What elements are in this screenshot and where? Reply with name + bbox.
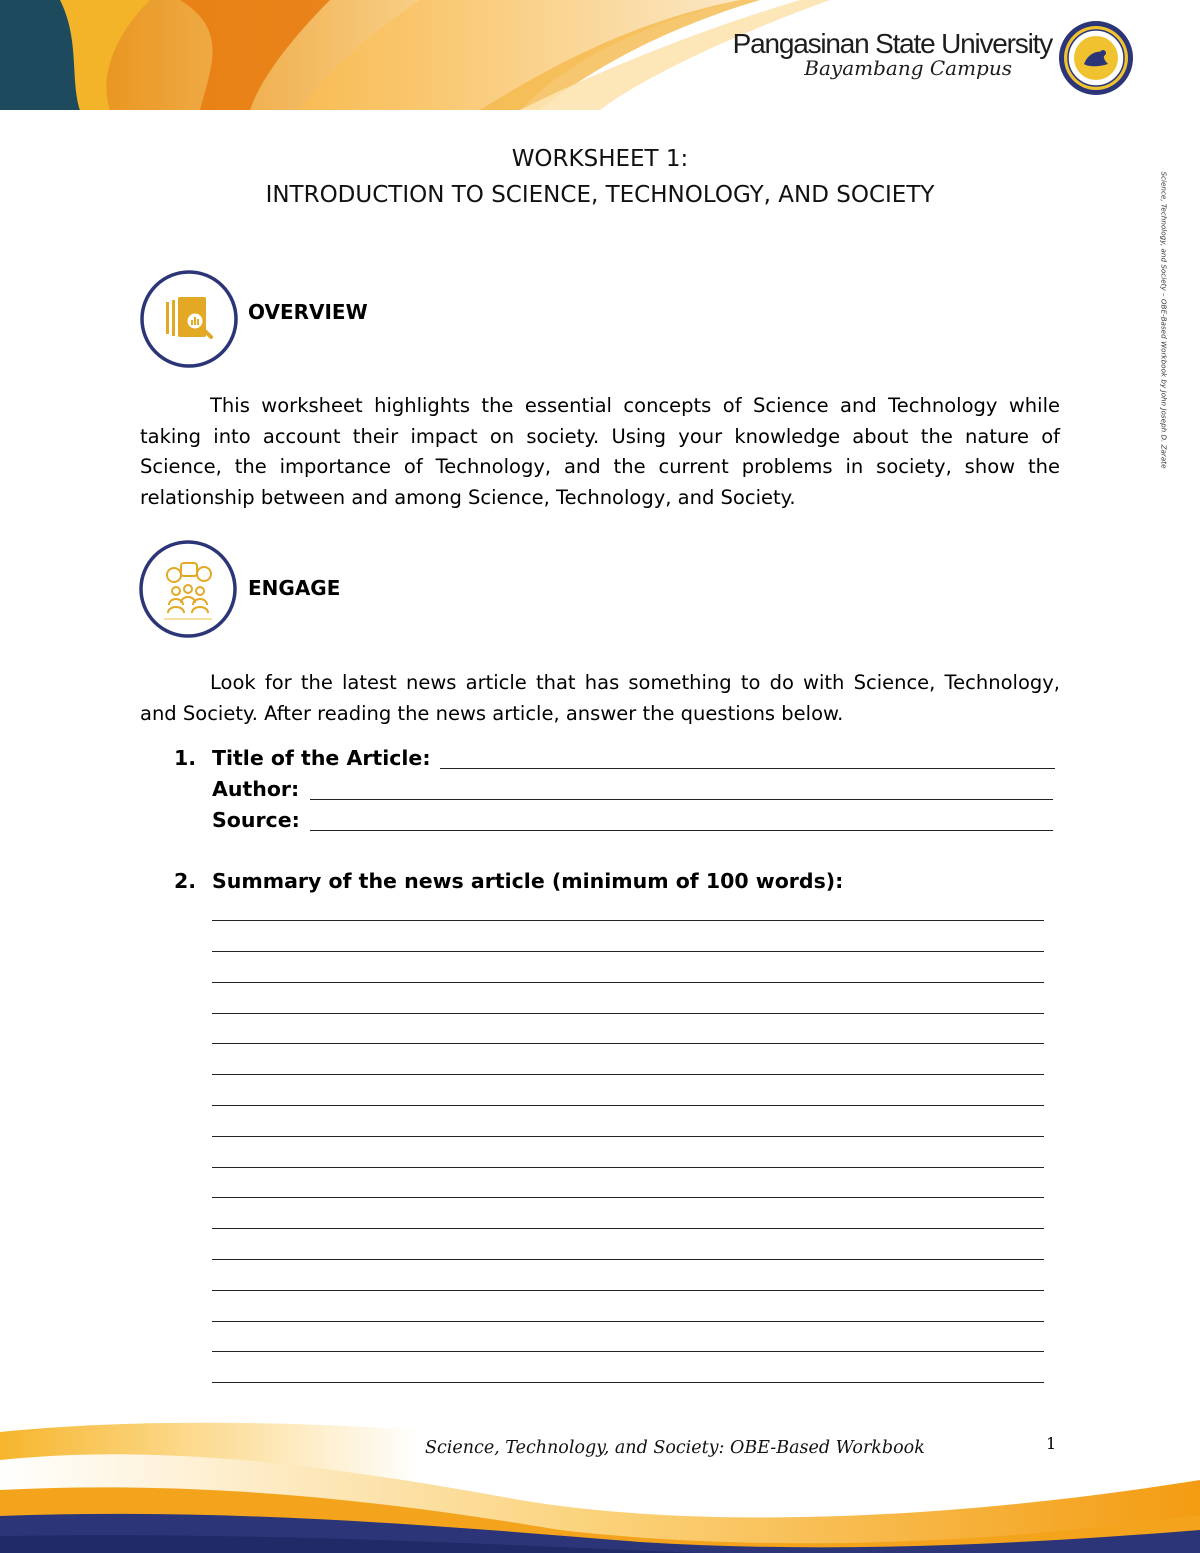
overview-heading: OVERVIEW [248,300,368,324]
report-magnifier-icon [139,269,239,369]
answer-line[interactable] [212,1197,1044,1198]
answer-line[interactable] [212,1136,1044,1137]
answer-line[interactable] [212,1043,1044,1044]
answer-line[interactable] [212,1259,1044,1260]
source-label: Source: [212,808,300,832]
answer-line[interactable] [212,951,1044,952]
source-field[interactable] [310,830,1053,831]
side-note-text: Science, Technology, and Society – OBE-Based Workbook by John Joseph D. Zarate [1159,171,1169,469]
worksheet-number: WORKSHEET 1: [511,146,689,172]
answer-line[interactable] [212,1167,1044,1168]
article-title-field[interactable] [440,768,1055,769]
answer-line[interactable] [212,1290,1044,1291]
answer-line[interactable] [212,982,1044,983]
page-number: 1 [1046,1434,1057,1453]
university-name: Pangasinan State University [732,28,1052,59]
answer-line[interactable] [212,1013,1044,1014]
article-title-label: Title of the Article: [212,746,431,770]
question-2-number: 2. [174,869,197,893]
author-field[interactable] [310,799,1053,800]
campus-name: Bayambang Campus [804,56,1012,80]
answer-line[interactable] [212,1105,1044,1106]
answer-line[interactable] [212,1228,1044,1229]
group-discussion-icon [138,539,238,639]
page-title: INTRODUCTION TO SCIENCE, TECHNOLOGY, AND SOCIETY [265,182,935,208]
overview-paragraph: This worksheet highlights the essential concepts of Science and Technology while taking into account their impact on society. Using your knowledge about the nature of Science, the importance of Technology, and the current problems in society, show the relationship between and among Science, Technology, and Society. [140,394,1060,509]
question-1-number: 1. [174,746,197,770]
author-label: Author: [212,777,300,801]
summary-label: Summary of the news article (minimum of 100 words): [212,869,844,893]
answer-line[interactable] [212,1321,1044,1322]
answer-line[interactable] [212,1351,1044,1352]
answer-line[interactable] [212,920,1044,921]
answer-line[interactable] [212,1074,1044,1075]
answer-line[interactable] [212,1382,1044,1383]
university-seal-icon [1058,20,1134,96]
engage-paragraph: Look for the latest news article that has something to do with Science, Technology, and Society. After reading the news article, answer the questions below. [140,671,1060,725]
engage-heading: ENGAGE [248,576,341,600]
footer-text: Science, Technology, and Society: OBE-Based Workbook [425,1438,925,1458]
